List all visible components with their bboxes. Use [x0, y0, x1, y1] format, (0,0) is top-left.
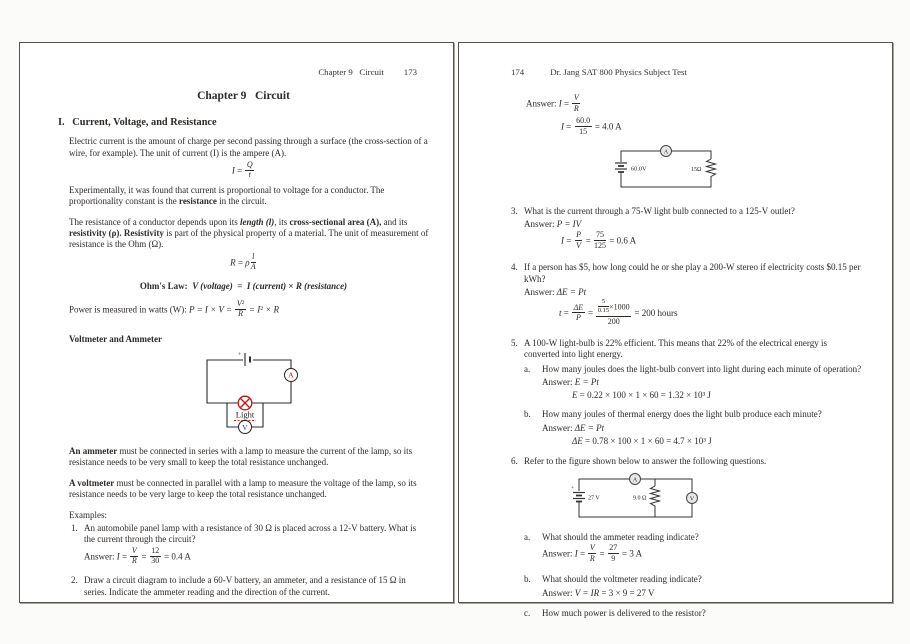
var: R: [230, 257, 236, 268]
para-ammeter-rule: [69, 446, 429, 469]
run-bold: An ammeter: [69, 445, 118, 456]
formula-current: [58, 160, 429, 183]
var: t: [559, 308, 562, 319]
question-6c: [524, 608, 864, 619]
resistor-label: 15Ω: [691, 166, 702, 173]
item-letter: b.: [524, 574, 531, 585]
ammeter-label: A: [663, 148, 669, 156]
question-6a-text: What should the ammeter reading indicate?: [542, 532, 699, 543]
example-1-text: An automobile panel lamp with a resistance of 30 Ω is placed across a 12-V battery. What is the current through the circuit?: [84, 522, 417, 545]
var: ΔE: [572, 435, 583, 446]
question-3: [511, 206, 864, 252]
eq: =: [139, 551, 149, 562]
formula-run: P = IV: [556, 219, 582, 230]
fraction: [235, 300, 245, 319]
var: I: [561, 235, 564, 246]
run-bold-italic: V (voltage): [192, 280, 233, 291]
item-letter: c.: [524, 607, 531, 618]
battery-plus-label: +: [571, 485, 575, 492]
numerator: V: [573, 93, 579, 103]
light-label: Light: [235, 409, 255, 420]
result: = 3 A: [619, 548, 643, 559]
run: is part of the physical property of a material. The unit of measurement of resistance is the Ohm (Ω).: [69, 228, 429, 250]
item-number: 6.: [511, 455, 518, 466]
item-number: 4.: [511, 262, 518, 273]
big-fraction: [596, 297, 631, 326]
denominator: R: [573, 103, 579, 113]
para-power: [69, 298, 429, 320]
denominator: 15: [579, 126, 588, 136]
numerator: V: [589, 543, 595, 553]
answer-line: [542, 376, 864, 388]
numerator: 5: [598, 299, 609, 307]
battery-symbol: [615, 163, 627, 172]
eq: =: [561, 308, 572, 319]
run-italic: = I² × R: [246, 304, 280, 315]
circuit-figure-27v: [567, 471, 704, 526]
item-number: 2.: [71, 575, 78, 586]
battery-symbol: [245, 353, 250, 366]
denominator: R: [238, 309, 243, 319]
run-bold: cross-sectional area (A),: [289, 216, 382, 227]
run-italic: P = I × V =: [188, 304, 235, 315]
question-5: [511, 338, 864, 447]
fraction: [608, 544, 619, 563]
question-5b: [524, 409, 864, 446]
circuit-figure-voltmeter-ammeter: [199, 349, 301, 439]
run-bold-italic: I (current): [246, 280, 287, 291]
example-2-text: Draw a circuit diagram to include a 60-V battery, an ammeter, and a resistance of 15 Ω in series. Indicate the ammeter reading and the direction of the current.: [84, 575, 406, 597]
section-heading: I. Current, Voltage, and Resistance: [58, 116, 217, 128]
result: = 0.78 × 100 × 1 × 60 = 4.7 × 10³ J: [582, 435, 712, 446]
circuit-figure-60v: [611, 143, 723, 195]
example-1-answer: [84, 547, 429, 568]
run-bold: resistivity (ρ). Resistivity: [69, 228, 164, 239]
result: = 4.0 A: [592, 121, 622, 132]
fraction: [575, 117, 592, 136]
answer-line: [572, 435, 864, 447]
numerator: 75: [596, 230, 605, 240]
run: Answer:: [542, 548, 575, 559]
answer-line: [526, 94, 864, 115]
run-bold: =: [232, 280, 247, 291]
answer-line: [561, 231, 864, 252]
answer-line: [572, 389, 864, 401]
para-resistance: [69, 217, 429, 251]
resistor-icon: [651, 486, 660, 508]
run: in the circuit.: [216, 196, 267, 207]
eq: =: [597, 548, 607, 559]
run-bold: ×: [286, 280, 296, 291]
fraction: [588, 544, 596, 563]
denominator: A: [250, 262, 256, 272]
run-bold: A voltmeter: [69, 477, 115, 488]
denominator: t: [248, 170, 251, 180]
rho: ρ: [245, 257, 250, 268]
ammeter-label: A: [632, 476, 638, 484]
formula-run: ΔE = Pt: [574, 422, 605, 433]
numerator: [596, 297, 631, 317]
denominator: 200: [607, 316, 620, 326]
run-bold: resistance: [178, 196, 217, 207]
running-header: [511, 67, 864, 78]
question-6b-text: What should the voltmeter reading indicate?: [542, 574, 702, 585]
header-title: Dr. Jang SAT 800 Physics Subject Test: [550, 67, 687, 77]
denominator: 125: [594, 240, 607, 250]
question-5b-text: How many joules of thermal energy does the light bulb produce each minute?: [542, 409, 822, 420]
numerator: V: [131, 545, 137, 555]
question-4-text: If a person has $5, how long could he or she play a 200-W stereo if electricity costs $0.15 per kWh?: [524, 262, 861, 284]
var: I: [574, 548, 578, 559]
denominator: R: [131, 556, 137, 566]
formula-run: E = Pt: [574, 377, 599, 388]
result: = 0.6 A: [607, 235, 637, 246]
var: I: [561, 121, 564, 132]
question-6a: [524, 532, 864, 565]
denominator: 0.15: [597, 306, 610, 314]
result: = 0.4 A: [161, 551, 191, 562]
run: Answer:: [542, 422, 575, 433]
item-letter: a.: [524, 363, 531, 374]
run-bold-italic: R (resistance): [295, 280, 348, 291]
resistor-icon: [707, 159, 716, 179]
battery-voltage-label: 60.0V: [631, 165, 647, 173]
resistor-label: 9.0 Ω: [633, 495, 647, 502]
question-6b: [524, 574, 864, 598]
numerator: l: [252, 251, 255, 261]
eq: =: [564, 235, 574, 246]
run: Answer:: [84, 551, 117, 562]
item-letter: b.: [524, 409, 531, 420]
run-bold: Ohm's Law:: [139, 280, 193, 291]
run: and its: [381, 216, 408, 227]
example-1: [71, 523, 429, 568]
answer-line: [542, 544, 864, 565]
numerator: Q: [246, 160, 253, 170]
eq: =: [585, 308, 596, 319]
run: Answer:: [542, 587, 575, 598]
question-6: [511, 456, 864, 619]
numerator: P: [576, 230, 581, 240]
numerator: 12: [151, 545, 160, 555]
eq: =: [564, 121, 574, 132]
eq: =: [583, 235, 594, 246]
battery-voltage-label: 27 V: [588, 495, 600, 502]
formula-run: V = IR: [574, 587, 600, 598]
item-number: 1.: [71, 522, 78, 533]
question-5-text: A 100-W light-bulb is 22% efficient. This means that 22% of the electrical energy is converted into light energy.: [524, 337, 828, 360]
run: The resistance of a conductor depends upon its: [69, 216, 240, 227]
fraction: [251, 253, 256, 272]
voltmeter-label: V: [242, 422, 248, 432]
times-run: ×1000: [609, 302, 630, 312]
answer-line: [559, 297, 864, 328]
nested-fraction: [598, 299, 609, 315]
para-voltmeter-rule: [69, 478, 429, 501]
run-bold: length (l): [239, 216, 275, 227]
chapter-title: Chapter 9 Circuit: [197, 90, 290, 103]
item-number: 5.: [511, 337, 518, 348]
run: Answer:: [526, 98, 559, 109]
battery-symbol: [573, 493, 585, 502]
eq: =: [577, 548, 588, 559]
result: = 200 hours: [632, 308, 678, 319]
question-3-text: What is the current through a 75-W light bulb connected to a 125-V outlet?: [524, 205, 795, 216]
denominator: R: [589, 553, 595, 563]
answer-line: [542, 422, 864, 434]
light-bulb-icon: [238, 396, 252, 410]
item-number: 3.: [511, 205, 518, 216]
denominator: 30: [151, 556, 160, 566]
answer-line: [561, 117, 864, 138]
result: = 3 × 9 = 27 V: [599, 587, 655, 598]
question-6c-text: How much power is delivered to the resistor?: [542, 607, 706, 618]
fraction: [150, 547, 161, 566]
ohms-law: [58, 279, 429, 293]
fraction: [572, 304, 585, 323]
numerator: 60.0: [576, 116, 591, 126]
battery-plus-label: +: [238, 351, 242, 358]
answer-block-q2: [526, 94, 864, 138]
page-number: 174: [511, 67, 525, 77]
item-letter: a.: [524, 532, 531, 543]
answer-line: [524, 286, 864, 298]
page-173: [19, 42, 454, 603]
question-6-text: Refer to the figure shown below to answer the following questions.: [524, 455, 767, 466]
running-header: [58, 67, 429, 78]
para-current-definition: Electric current is the amount of charge per second passing through a surface (the cross-section of a wire, for example). The unit of current (I) is the ampere (A).: [69, 136, 428, 158]
eq: =: [235, 257, 246, 268]
run: Power is measured in watts (W):: [69, 304, 189, 315]
formula-run: ΔE = Pt: [556, 286, 587, 297]
eq: =: [234, 165, 245, 176]
run: Answer:: [524, 219, 557, 230]
run: Answer:: [542, 377, 575, 388]
para-experiment: [69, 185, 429, 208]
var: I: [231, 165, 235, 176]
eq: =: [119, 551, 130, 562]
fraction: [594, 231, 606, 250]
answer-line: [524, 218, 864, 230]
page-174: [458, 42, 893, 618]
result: = 0.22 × 100 × 1 × 60 = 1.32 × 10³ J: [577, 390, 711, 401]
ammeter-label: A: [288, 370, 294, 380]
examples-label: Examples:: [69, 510, 107, 521]
example-2: [71, 575, 429, 598]
question-5a: [524, 364, 864, 401]
run: , its: [274, 216, 290, 227]
run: must be connected in series with a lamp to measure the current of the lamp, so its resistance needs to be very small to keep the total resistance unchanged.: [69, 445, 413, 468]
run: Answer:: [524, 286, 557, 297]
page-number: 173: [403, 67, 417, 77]
var: I: [558, 98, 562, 109]
formula-resistance: [58, 252, 429, 275]
numerator: V²: [236, 298, 245, 308]
var: I: [116, 551, 120, 562]
eq: =: [561, 98, 572, 109]
question-5a-text: How many joules does the light-bulb convert into light during each minute of operation?: [542, 363, 862, 374]
var: E: [572, 390, 578, 401]
fraction: [245, 161, 254, 180]
voltmeter-label: V: [689, 495, 695, 503]
numerator: 27: [609, 543, 618, 553]
numerator: ΔE: [573, 302, 584, 312]
denominator: 9: [611, 553, 616, 563]
subheading-meters: Voltmeter and Ammeter: [69, 334, 162, 345]
answer-line: [542, 587, 864, 599]
fraction: [130, 547, 138, 566]
denominator: V: [576, 240, 581, 250]
run: must be connected in parallel with a lamp to measure the voltage of the lamp, so its resistance needs to be very large to keep the total resistance unchanged.: [69, 477, 417, 500]
run: Experimentally, it was found that current is proportional to voltage for a conductor. The proportionality constant is the: [69, 184, 385, 207]
fraction: [572, 94, 580, 113]
question-4: [511, 262, 864, 328]
denominator: P: [575, 312, 581, 322]
fraction: [575, 231, 583, 250]
header-chapter: Chapter 9 Circuit: [318, 67, 384, 77]
